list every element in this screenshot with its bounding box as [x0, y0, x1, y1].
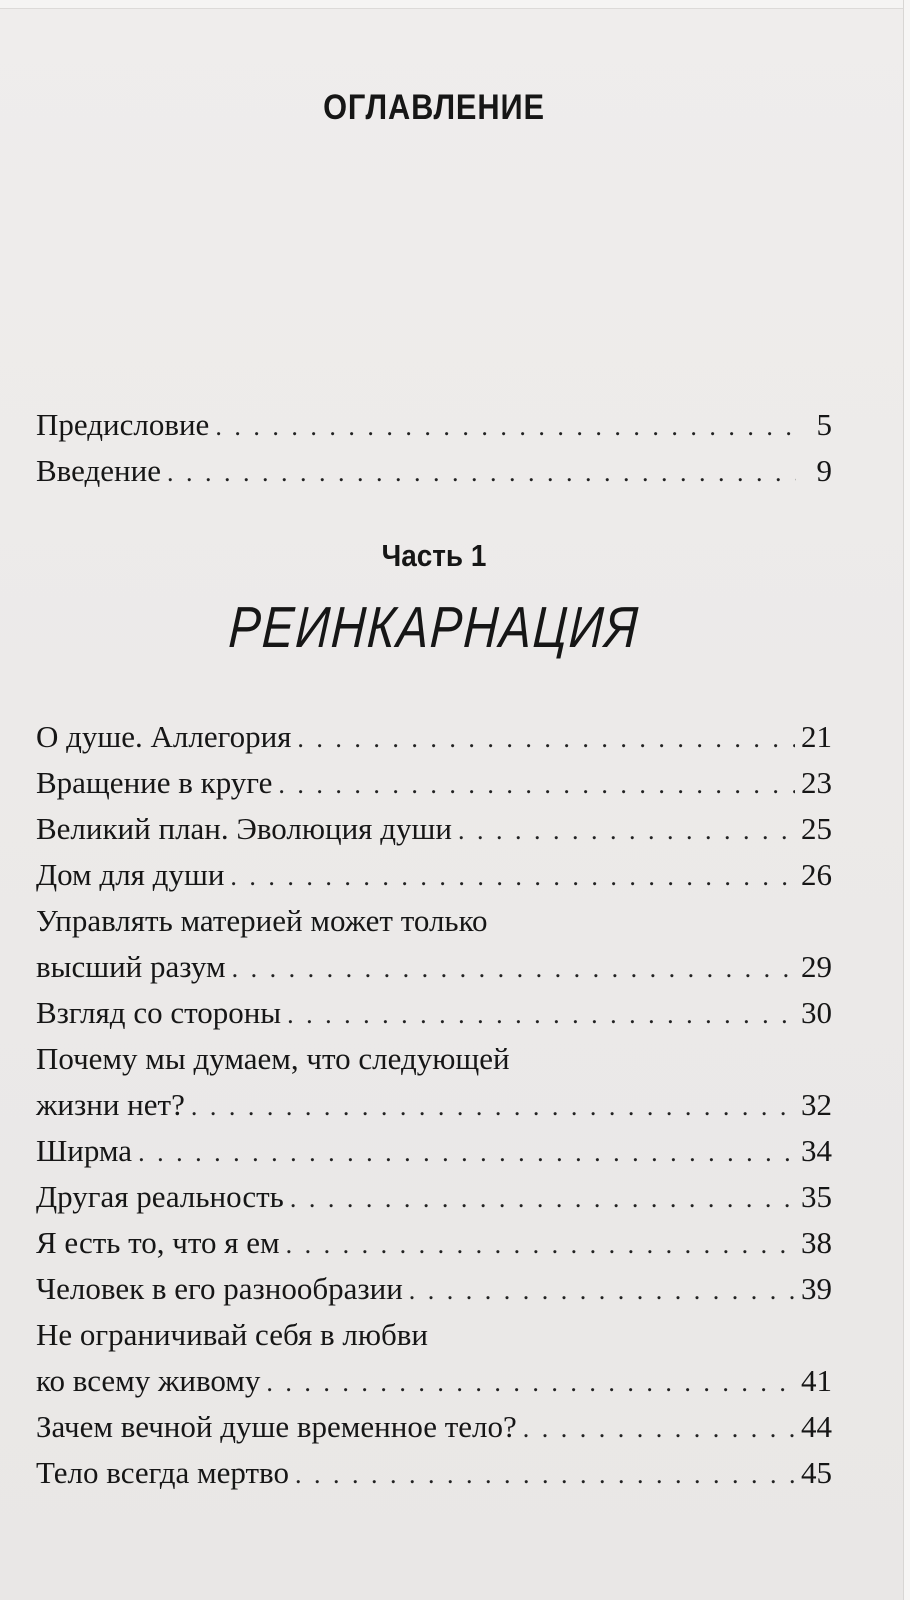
- page-title: ОГЛАВЛЕНИЕ: [323, 88, 545, 127]
- dot-leader: [232, 946, 795, 992]
- toc-entry-page: 38: [801, 1225, 832, 1260]
- toc-entry: [36, 1358, 832, 1404]
- toc-entry-title: Человек в его разнообразии: [36, 1271, 403, 1306]
- toc-entry-title-continued: высший разум: [36, 949, 226, 984]
- toc-entry: [36, 806, 832, 852]
- toc-entry-page: 32: [801, 1087, 832, 1122]
- dot-leader: [290, 1176, 795, 1222]
- toc-entry: [36, 448, 832, 494]
- dot-leader: [266, 1360, 795, 1406]
- toc-entry-title: О душе. Аллегория: [36, 719, 292, 754]
- toc-entry-page: 25: [801, 811, 832, 846]
- toc-entry: [36, 1450, 832, 1496]
- toc-entry: [36, 1220, 832, 1266]
- toc-entry: [36, 852, 832, 898]
- toc-entry-page: 35: [801, 1179, 832, 1214]
- toc-entry-title: Не ограничивай себя в любви: [36, 1317, 428, 1352]
- toc-entry-title: Почему мы думаем, что следующей: [36, 1041, 510, 1076]
- toc-entry-title: Я есть то, что я ем: [36, 1225, 280, 1260]
- dot-leader: [167, 450, 796, 496]
- toc-entry-page: 30: [801, 995, 832, 1030]
- toc-entry-page: 44: [801, 1409, 832, 1444]
- toc-entry-page: 26: [801, 857, 832, 892]
- toc-entry-page: 34: [801, 1133, 832, 1168]
- toc-intro-list: [36, 402, 832, 494]
- toc-entry-title: Взгляд со стороны: [36, 995, 282, 1030]
- toc-entry-title: Великий план. Эволюция души: [36, 811, 452, 846]
- toc-entry-page: 9: [816, 453, 832, 488]
- dot-leader: [297, 716, 795, 762]
- part-label: Часть 1: [381, 538, 487, 573]
- dot-leader: [191, 1084, 795, 1130]
- dot-leader: [458, 808, 795, 854]
- part-title: РЕИНКАРНАЦИЯ: [227, 595, 641, 660]
- toc-entry-line: [36, 1036, 832, 1082]
- page-top-edge: [0, 0, 910, 9]
- toc-entry: [36, 714, 832, 760]
- dot-leader: [287, 992, 795, 1038]
- toc-entry-page: 23: [801, 765, 832, 800]
- dot-leader: [278, 762, 795, 808]
- toc-part-list: [36, 714, 832, 1496]
- toc-entry: [36, 990, 832, 1036]
- toc-entry-title: Вращение в круге: [36, 765, 273, 800]
- dot-leader: [138, 1130, 795, 1176]
- toc-entry: [36, 1082, 832, 1128]
- toc-entry: [36, 1174, 832, 1220]
- dot-leader: [523, 1406, 795, 1452]
- toc-entry-line: [36, 1312, 832, 1358]
- toc-entry-page: 39: [801, 1271, 832, 1306]
- toc-entry: [36, 1404, 832, 1450]
- toc-entry-page: 41: [801, 1363, 832, 1398]
- toc-entry: [36, 944, 832, 990]
- toc-entry-page: 45: [801, 1455, 832, 1490]
- toc-entry-page: 21: [801, 719, 832, 754]
- toc-entry-page: 5: [816, 407, 832, 442]
- toc-entry-title: Зачем вечной душе временное тело?: [36, 1409, 517, 1444]
- toc-entry-title: Управлять материей может только: [36, 903, 488, 938]
- toc-entry-title: Тело всегда мертво: [36, 1455, 289, 1490]
- toc-entry-line: [36, 898, 832, 944]
- toc-entry-title: Дом для души: [36, 857, 225, 892]
- page-right-edge: [903, 0, 910, 1600]
- toc-entry-title: Предисловие: [36, 407, 210, 442]
- toc-entry-title: Другая реальность: [36, 1179, 284, 1214]
- toc-entry: [36, 760, 832, 806]
- dot-leader: [230, 854, 795, 900]
- dot-leader: [409, 1268, 795, 1314]
- toc-entry: [36, 402, 832, 448]
- dot-leader: [215, 404, 796, 450]
- toc-entry-title-continued: жизни нет?: [36, 1087, 185, 1122]
- toc-entry-title: Введение: [36, 453, 161, 488]
- dot-leader: [295, 1452, 795, 1498]
- dot-leader: [286, 1222, 795, 1268]
- toc-entry: [36, 1266, 832, 1312]
- toc-entry: [36, 1128, 832, 1174]
- toc-entry-page: 29: [801, 949, 832, 984]
- toc-entry-title-continued: ко всему живому: [36, 1363, 261, 1398]
- toc-entry-title: Ширма: [36, 1133, 133, 1168]
